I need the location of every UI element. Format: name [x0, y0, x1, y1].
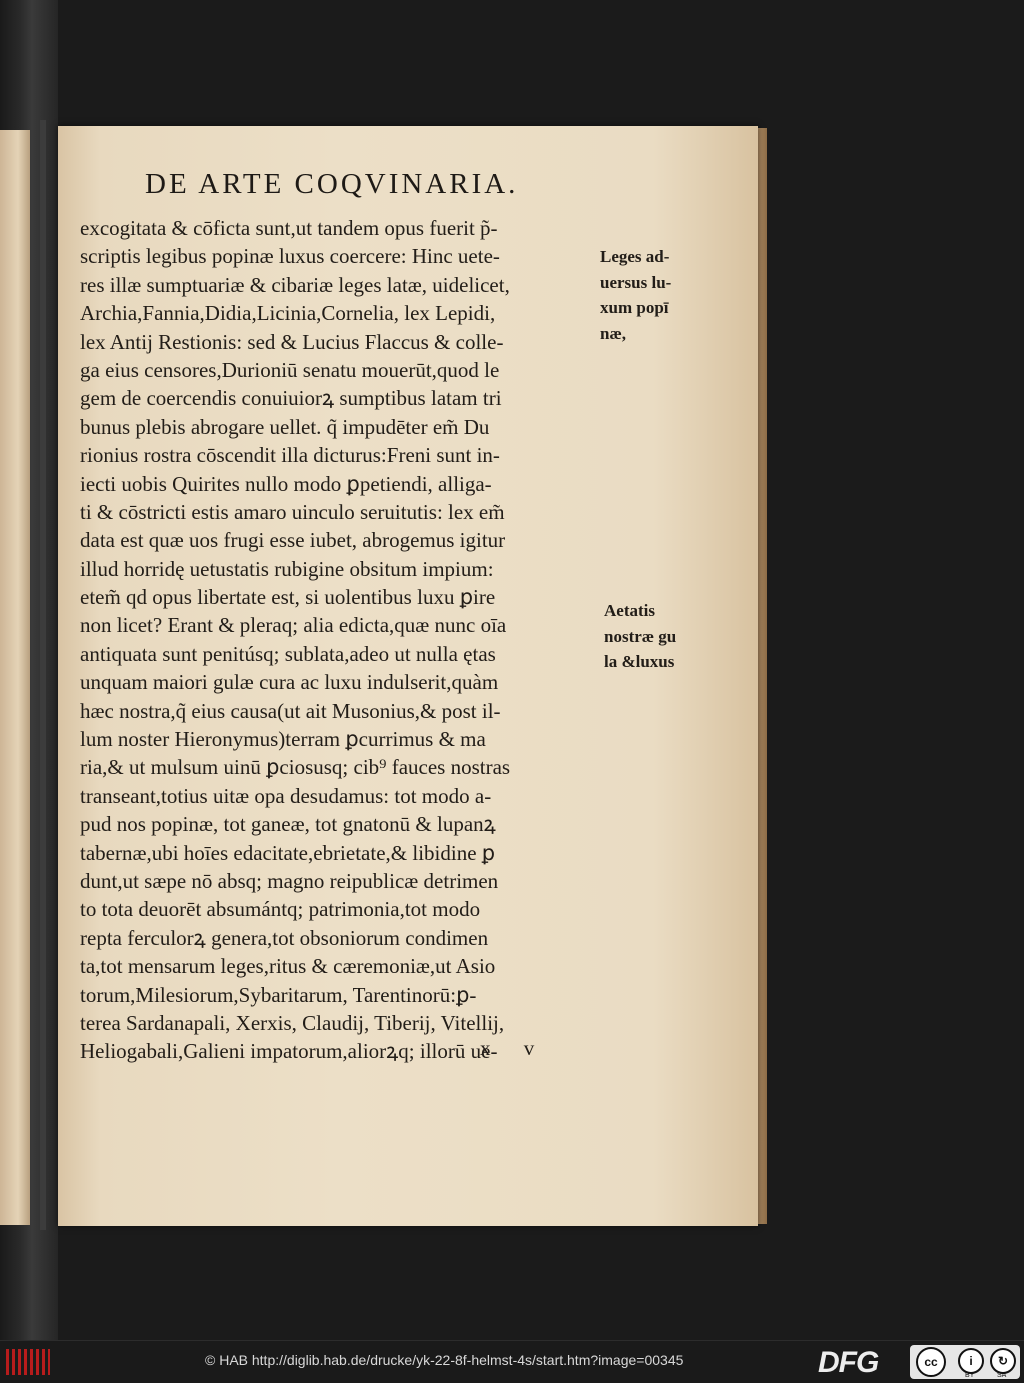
text-line: ga eius censores,Durioniū senatu mouerūt,quod le [80, 357, 500, 382]
text-line: tabernæ,ubi hoīes edacitate,ebrietate,& libidine ꝑ [80, 840, 496, 865]
text-line: excogitata & cōficta sunt,ut tandem opus fuerit p̃- [80, 216, 498, 240]
body-text [80, 214, 600, 1066]
running-head: DE ARTE COQVINARIA. [145, 168, 519, 200]
text-line: scriptis legibus popinæ luxus coercere: Hinc uete- [80, 244, 500, 269]
left-page-edge [0, 130, 30, 1225]
text-line: Heliogabali,Galieni impatorum,aliorꝝq; illorū ue- [80, 1039, 498, 1064]
text-line: Archia,Fannia,Didia,Licinia,Cornelia, lex Lepidi, [80, 301, 496, 326]
cc-icon: cc [916, 1347, 946, 1377]
text-line: terea Sardanapali, Xerxis, Claudij, Tiberij, Vitellij, [80, 1010, 505, 1035]
marginal-note-line: Aetatis [604, 601, 655, 620]
marginal-note-line: uersus lu- [600, 272, 672, 292]
by-person-icon: i [958, 1348, 984, 1374]
text-line: etem̃ qd opus libertate est, si uolentibus luxu ꝑire [80, 585, 496, 610]
marginal-note-line: næ, [600, 323, 626, 343]
text-line: data est quæ uos frugi esse iubet, abrogemus igitur [80, 528, 506, 553]
marginal-note-line: xum popī [600, 298, 669, 317]
text-line: antiquata sunt penitúsq; sublata,adeo ut nulla ętas [80, 641, 496, 666]
text-line: transeant,totius uitæ opa desudamus: tot modo a- [80, 783, 492, 808]
barcode-icon [6, 1349, 50, 1375]
text-line: to tota deuorēt absumántq; patrimonia,tot modo [80, 897, 481, 922]
text-line: repta ferculorꝝ genera,tot obsoniorum condimen [80, 925, 489, 950]
text-line: ta,tot mensarum leges,ritus & cæremoniæ,ut Asio [80, 954, 496, 979]
marginal-note-line: la &luxus [604, 652, 675, 671]
text-line: iecti uobis Quirites nullo modo ꝑpetiendi, alliga- [80, 471, 492, 496]
by-label: BY [965, 1372, 975, 1379]
text-line: unquam maiori gulæ cura ac luxu indulserit,quàm [80, 670, 499, 695]
sa-label: SA [997, 1372, 1007, 1379]
share-alike-icon: ↻ [990, 1348, 1016, 1374]
text-line: non licet? Erant & pleraq; alia edicta,quæ nunc oīa [80, 613, 507, 638]
text-line: hæc nostra,q̃ eius causa(ut ait Musonius,& post il- [80, 698, 501, 723]
footer-bar [0, 1340, 1024, 1383]
text-line: gem de coercendis conuiuiorꝝ sumptibus latam tri [80, 386, 502, 411]
cc-license-badge[interactable] [910, 1345, 1020, 1379]
text-line: illud horridę uetustatis rubigine obsitum impium: [80, 556, 494, 581]
copyright-link[interactable]: © HAB http://diglib.hab.de/drucke/yk-22-8f-helmst-4s/start.htm?image=00345 [205, 1352, 684, 1368]
marginal-note-aetatis [604, 598, 704, 675]
text-line: lex Antij Restionis: sed & Lucius Flaccus & colle- [80, 329, 504, 354]
text-line: rionius rostra cōscendit illa dicturus:Freni sunt in- [80, 443, 500, 468]
marginal-note-leges [600, 244, 700, 346]
marginal-note-line: Leges ad- [600, 247, 670, 266]
text-line: bunus plebis abrogare uellet. q̃ impudēter em̃ Du [80, 414, 490, 439]
text-line: res illæ sumptuariæ & cibariæ leges latæ, uidelicet, [80, 272, 510, 297]
text-line: lum noster Hieronymus)terram ꝑcurrimus & ma [80, 727, 486, 752]
signature-mark: x v [480, 1036, 549, 1060]
text-line: torum,Milesiorum,Sybaritarum, Tarentinorū:ꝑ- [80, 982, 477, 1007]
marginal-note-line: nostræ gu [604, 626, 677, 646]
dfg-logo[interactable]: DFG [818, 1346, 879, 1379]
text-line: pud nos popinæ, tot ganeæ, tot gnatonū & lupanꝝ [80, 812, 496, 837]
text-line: ria,& ut mulsum uinū ꝑciosusq; cib⁹ fauces nostras [80, 755, 511, 780]
book-spine [40, 120, 46, 1230]
text-line: ti & cōstricti estis amaro uinculo seruitutis: lex em̃ [80, 499, 505, 524]
text-line: dunt,ut sæpe nō absq; magno reipublicæ detrimen [80, 868, 499, 893]
